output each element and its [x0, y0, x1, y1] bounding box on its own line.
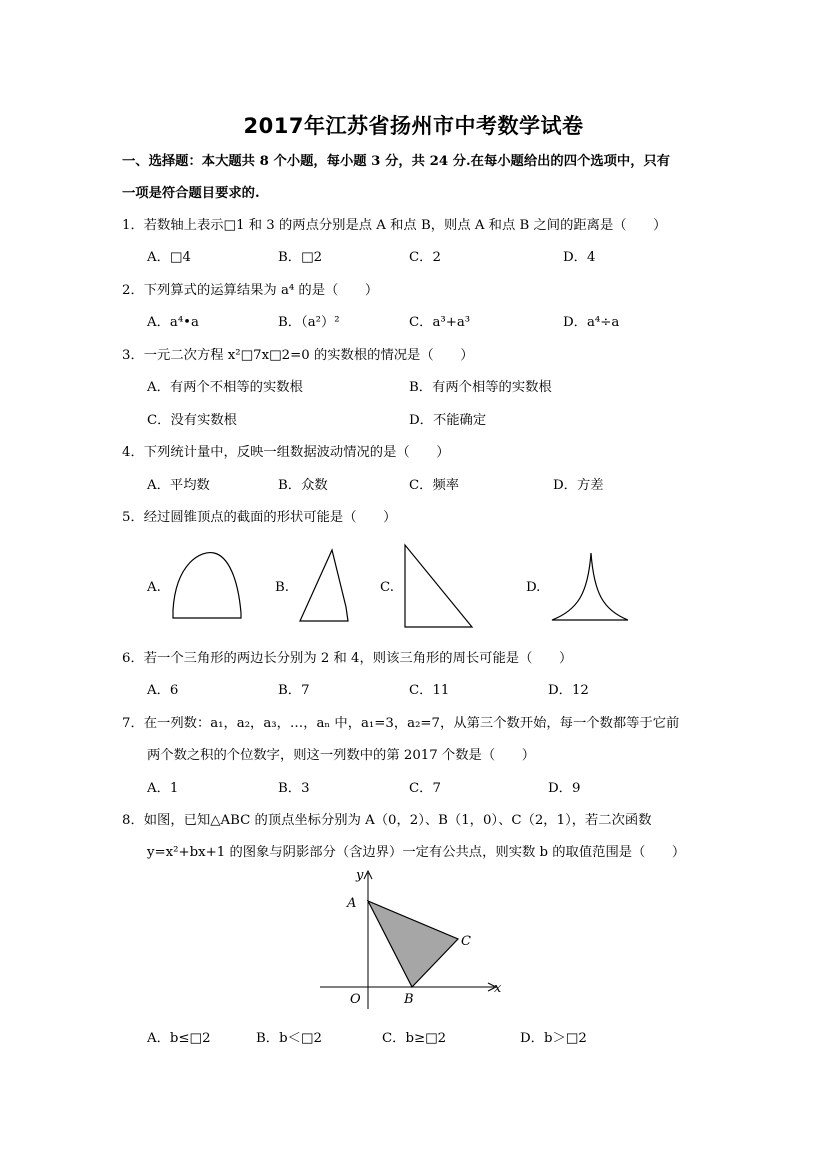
label-b: B	[404, 992, 414, 1007]
question-4-option-a: A．平均数	[147, 478, 210, 493]
section-heading-line1: 一、选择题：本大题共 8 个小题，每小题 3 分，共 24 分.在每小题给出的四个选项中，只有	[122, 154, 671, 169]
question-2-option-b: B．（a²）²	[278, 315, 340, 330]
question-7-line2: 两个数之积的个位数字，则这一列数中的第 2017 个数是（ ）	[147, 748, 536, 763]
question-2-option-d: D．a⁴÷a	[563, 315, 620, 330]
question-1-option-b: B．□2	[278, 250, 323, 265]
shape-c-right-triangle	[402, 541, 476, 631]
question-1-option-d: D．4	[563, 250, 596, 265]
question-3-option-b: B．有两个相等的实数根	[409, 380, 552, 395]
question-4-option-b: B．众数	[278, 478, 328, 493]
question-5-option-b: B.	[275, 580, 289, 595]
page-title: 2017年江苏省扬州市中考数学试卷	[243, 114, 584, 138]
question-6-option-c: C．11	[409, 683, 450, 698]
question-7-option-d: D．9	[548, 781, 581, 796]
shaded-triangle-abc	[368, 901, 458, 987]
question-3-stem: 3．一元二次方程 x²□7x□2=0 的实数根的情况是（ ）	[122, 348, 474, 363]
question-6-option-d: D．12	[548, 683, 589, 698]
shape-b-isosceles-triangle	[296, 545, 354, 625]
section-heading-line2: 一项是符合题目要求的.	[122, 186, 260, 201]
question-2-option-c: C．a³+a³	[409, 315, 471, 330]
question-4-stem: 4．下列统计量中，反映一组数据波动情况的是（ ）	[122, 445, 450, 460]
question-3-option-a: A．有两个不相等的实数根	[147, 380, 303, 395]
question-5-option-d: D.	[526, 580, 541, 595]
label-a: A	[347, 896, 357, 911]
shape-a-arch	[166, 548, 248, 622]
question-5-option-c: C.	[380, 580, 394, 595]
question-1-option-c: C．2	[409, 250, 441, 265]
figure-coordinate-triangle	[316, 865, 516, 1010]
label-c: C	[461, 934, 471, 949]
shape-d-curved-triangle	[548, 548, 632, 624]
question-7-option-c: C．7	[409, 781, 441, 796]
question-2-stem: 2．下列算式的运算结果为 a⁴ 的是（ ）	[122, 283, 379, 298]
question-2-option-a: A．a⁴•a	[147, 315, 199, 330]
question-4-option-c: C．频率	[409, 478, 460, 493]
question-7-option-b: B．3	[278, 781, 310, 796]
question-8-option-a: A．b≤□2	[147, 1031, 211, 1046]
label-y: y	[356, 868, 364, 883]
question-1-stem: 1．若数轴上表示□1 和 3 的两点分别是点 A 和点 B，则点 A 和点 B 之间的距离是（ ）	[122, 218, 667, 233]
question-5-stem: 5．经过圆锥顶点的截面的形状可能是（ ）	[122, 510, 397, 525]
question-3-option-c: C．没有实数根	[147, 413, 237, 428]
question-8-line1: 8．如图，已知△ABC 的顶点坐标分别为 A（0，2）、B（1，0）、C（2，1），若二次函数	[122, 813, 652, 828]
question-8-option-b: B．b＜□2	[256, 1031, 322, 1046]
question-3-option-d: D．不能确定	[409, 413, 487, 428]
question-8-line2: y=x²+bx+1 的图象与阴影部分（含边界）一定有公共点，则实数 b 的取值范围是（ ）	[147, 845, 686, 860]
question-4-option-d: D．方差	[553, 478, 604, 493]
question-6-option-b: B．7	[278, 683, 310, 698]
question-8-option-c: C．b≥□2	[382, 1031, 447, 1046]
label-origin: O	[350, 992, 361, 1007]
question-6-option-a: A．6	[147, 683, 179, 698]
question-5-option-a: A.	[147, 580, 161, 595]
question-6-stem: 6．若一个三角形的两边长分别为 2 和 4，则该三角形的周长可能是（ ）	[122, 651, 573, 666]
question-7-line1: 7．在一列数：a₁，a₂，a₃，…，aₙ 中，a₁=3，a₂=7，从第三个数开始，每一个数都等于它前	[122, 716, 680, 731]
question-7-option-a: A．1	[147, 781, 179, 796]
question-8-option-d: D．b＞□2	[520, 1031, 587, 1046]
question-1-option-a: A．□4	[147, 250, 191, 265]
label-x: x	[494, 981, 502, 996]
